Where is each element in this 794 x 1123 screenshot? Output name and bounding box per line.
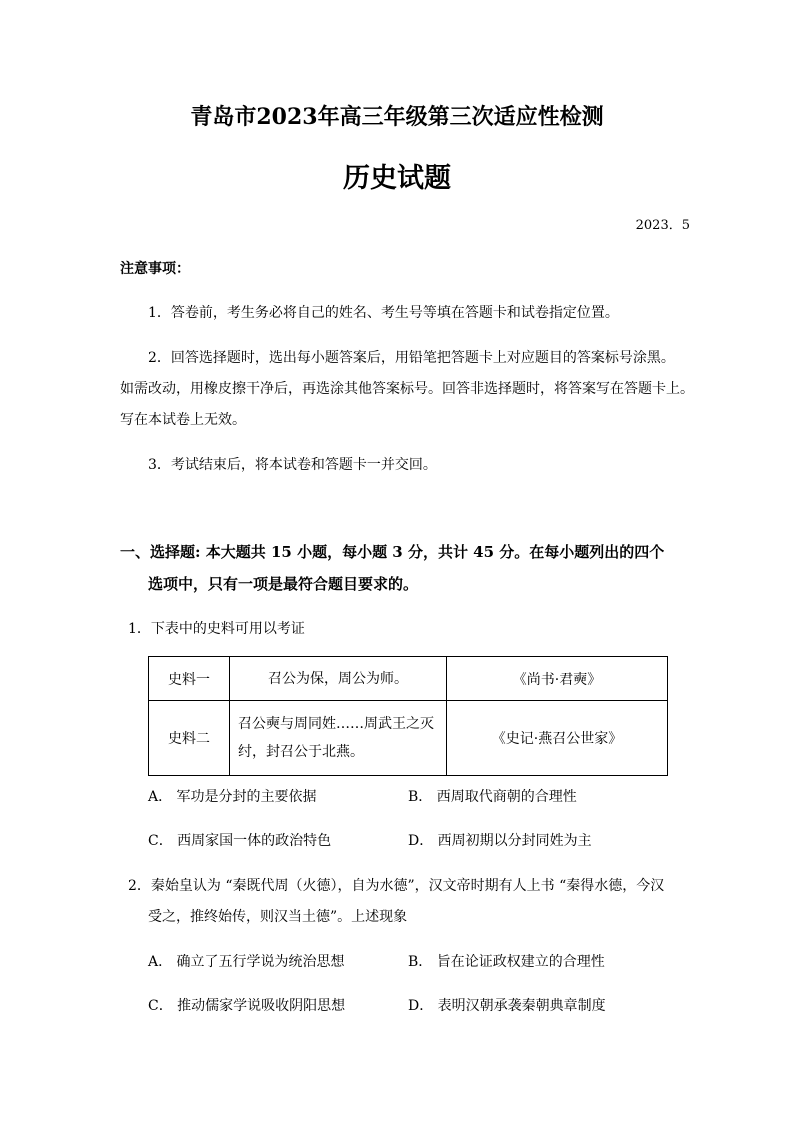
q2-option-b: B． 旨在论证政权建立的合理性 xyxy=(408,954,605,970)
notice-item-3: 3．考试结束后，将本试卷和答题卡一并交回。 xyxy=(148,457,437,473)
q1-option-b: B． 西周取代商朝的合理性 xyxy=(408,789,577,805)
notice-heading: 注意事项： xyxy=(120,261,190,277)
question-1-stem: 1．下表中的史料可用以考证 xyxy=(128,621,305,637)
q2-option-c: C． 推动儒家学说吸收阴阳思想 xyxy=(148,998,346,1014)
question-2-stem-line-1: 2．秦始皇认为 “秦既代周（火德），自为水德”，汉文帝时期有人上书 “秦得水德，今汉 xyxy=(128,878,665,894)
q1-option-d: D． 西周初期以分封同姓为主 xyxy=(408,833,592,849)
notice-item-2-line-2: 如需改动，用橡皮擦干净后，再选涂其他答案标号。回答非选择题时，将答案写在答题卡上。 xyxy=(120,381,694,397)
notice-item-1: 1．答卷前，考生务必将自己的姓名、考生号等填在答题卡和试卷指定位置。 xyxy=(148,305,619,321)
q2-option-a: A． 确立了五行学说为统治思想 xyxy=(148,954,345,970)
source-content: 召公为保，周公为师。 xyxy=(230,657,447,701)
q1-option-c: C． 西周家国一体的政治特色 xyxy=(148,833,332,849)
source-content: 召公奭与周同姓……周武王之灭纣，封召公于北燕。 xyxy=(230,701,447,776)
source-label: 史料一 xyxy=(149,657,230,701)
q1-option-a: A． 军功是分封的主要依据 xyxy=(148,789,317,805)
table-row xyxy=(149,701,668,776)
exam-subject: 历史试题 xyxy=(343,163,451,194)
table-row xyxy=(149,657,668,701)
source-table xyxy=(148,656,668,776)
source-citation: 《史记·燕召公世家》 xyxy=(447,701,668,776)
q2-option-d: D． 表明汉朝承袭秦朝典章制度 xyxy=(408,998,606,1014)
notice-item-2-line-3: 写在本试卷上无效。 xyxy=(120,412,246,428)
question-2-stem-line-2: 受之，推终始传，则汉当土德”。上述现象 xyxy=(148,909,408,925)
source-citation: 《尚书·君奭》 xyxy=(447,657,668,701)
exam-title: 青岛市2023年高三年级第三次适应性检测 xyxy=(190,104,604,130)
section-1-heading-line-2: 选项中，只有一项是最符合题目要求的。 xyxy=(148,575,419,593)
exam-date: 2023．5 xyxy=(635,218,690,233)
notice-item-2-line-1: 2．回答选择题时，选出每小题答案后，用铅笔把答题卡上对应题目的答案标号涂黑。 xyxy=(148,350,675,366)
source-label: 史料二 xyxy=(149,701,230,776)
section-1-heading-line-1: 一、选择题: 本大题共 15 小题，每小题 3 分，共计 45 分。在每小题列出的四个 xyxy=(120,543,665,561)
